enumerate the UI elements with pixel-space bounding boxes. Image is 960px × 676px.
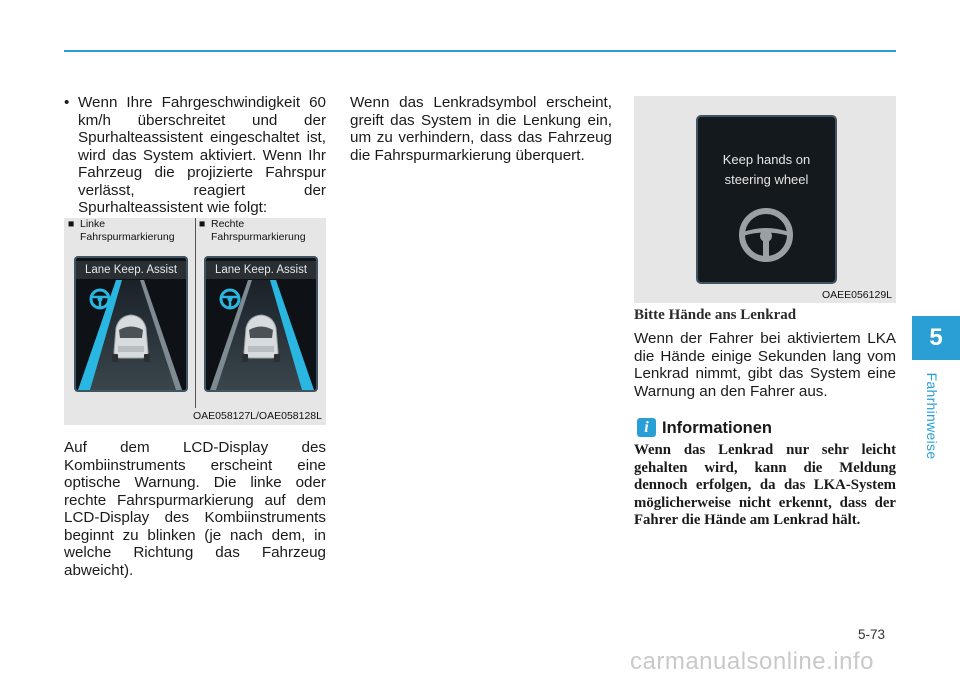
page-number: 5-73 [858,627,886,642]
info-icon: i [637,418,656,437]
figure-code-left: OAE058127L/OAE058128L [192,410,322,422]
chapter-side-label [922,366,942,466]
warning-paragraph: Wenn der Fahrer bei aktiviertem LKA die Hände einige Sekunden lang vom Lenkrad nimmt, gibt das System eine Warnung an den Fahrer aus. [634,330,896,400]
keep-hands-message [698,150,835,190]
caption-square-icon: ■ [68,218,75,230]
caption-left-text: Linke Fahrspurmarkierung [80,218,175,243]
bullet-marker: • [64,94,70,111]
top-rule [64,50,896,52]
lane-departure-right-icon [206,280,316,390]
figure-divider [195,218,196,408]
lka-figure-left [64,218,326,425]
lane-departure-left-icon [76,280,186,390]
keep-hands-screen [696,115,837,284]
bullet-text: Wenn Ihre Fahrgeschwindigkeit 60 km/h überschreitet und der Spurhalteassistent eingeschaltet ist, wird das System aktiviert. Wenn Ihr Fahrzeug die projizierte Fahrspur verlässt, reagiert der Spurhalteassistent wie folgt: [78,94,326,216]
lka-screen-left [74,256,188,392]
figure-code-right: OAEE056129L [821,289,892,301]
caption-right-lane [199,218,323,243]
message-line-2: steering wheel [724,172,809,187]
bullet-item [64,94,326,217]
steering-paragraph: Wenn das Lenkradsymbol erscheint, greift das System in die Lenkung ein, um zu verhindern, dass das Fahrzeug die Fahrspurmarkierung überquert. [350,94,612,164]
watermark: carmanualsonline.info [630,648,874,675]
caption-left-lane [68,218,192,243]
chapter-tab: 5 [912,316,960,360]
info-body: Wenn das Lenkrad nur sehr leicht gehalten wird, kann die Meldung dennoch erfolgen, da das LKA-System möglicherweise nicht erkennt, dass der Fahrer die Hände am Lenkrad hält. [634,442,896,528]
message-line-1: Keep hands on [722,152,811,167]
keep-hands-figure [634,96,896,303]
caption-right-text: Rechte Fahrspurmarkierung [211,218,306,243]
lka-title-left: Lane Keep. Assist [76,261,186,279]
section-heading: Bitte Hände ans Lenkrad [634,307,797,323]
info-title: Informationen [662,419,772,437]
lka-title-right: Lane Keep. Assist [206,261,316,279]
steering-wheel-icon [736,205,796,265]
chapter-label-text: Fahrhinweise [924,372,940,460]
lka-screen-right [204,256,318,392]
caption-square-icon: ■ [199,218,206,230]
lcd-paragraph: Auf dem LCD-Display des Kombiinstruments erscheint eine optische Warnung. Die linke oder rechte Fahrspurmarkierung auf dem LCD-Display des Kombiinstruments beginnt zu blinken (je nach dem, in welche Richtung das Fahrzeug abweicht). [64,439,326,579]
